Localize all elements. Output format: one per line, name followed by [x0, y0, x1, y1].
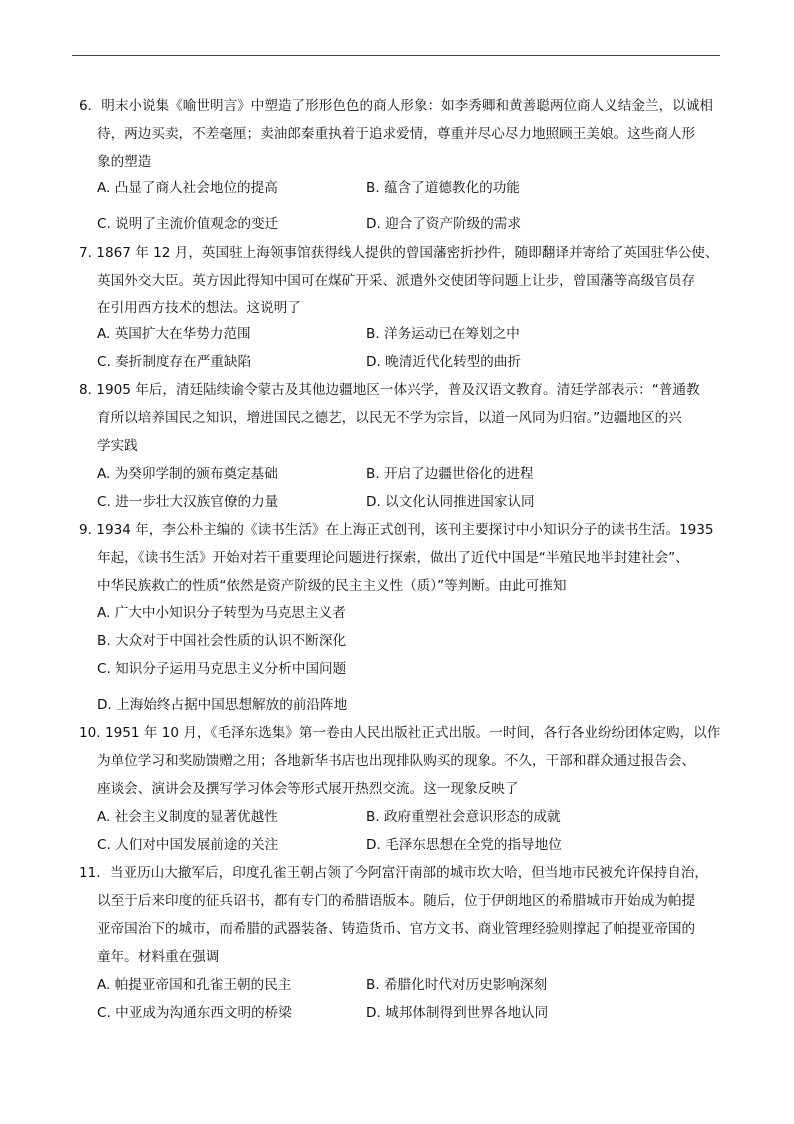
question-text-line: 8. 1905 年后，清廷陆续谕令蒙古及其他边疆地区一体兴学，普及汉语文教育。清廷学部表示：“普通教 [79, 382, 700, 398]
question-text-line: 座谈会、演讲会及撰写学习体会等形式展开热烈交流。这一现象反映了 [97, 781, 519, 797]
option-a[interactable]: A. 帕提亚帝国和孔雀王朝的民主 [97, 977, 292, 993]
option-b[interactable]: B. 希腊化时代对历史影响深刻 [366, 977, 548, 993]
option-b[interactable]: B. 政府重塑社会意识形态的成就 [366, 809, 561, 825]
question-text-line: 待，两边买卖，不差毫厘；卖油郎秦重执着于追求爱情，尊重并尽心尽力地照顾王美娘。这些商人形 [97, 126, 696, 142]
question-text-line: 英国外交大臣。英方因此得知中国可在煤矿开采、派遣外交使团等问题上让步，曾国藩等高级官员存 [97, 273, 696, 289]
option-a[interactable]: A. 广大中小知识分子转型为马克思主义者 [97, 605, 346, 621]
option-c[interactable]: C. 奏折制度存在严重缺陷 [97, 354, 252, 370]
question-text-line: 10. 1951 年 10 月，《毛泽东选集》第一卷由人民出版社正式出版。一时间，各行各业纷纷团体定购，以作 [79, 725, 721, 741]
question-text-line: 学实践 [97, 438, 138, 454]
option-c[interactable]: C. 人们对中国发展前途的关注 [97, 837, 279, 853]
question-text-line: 9. 1934 年，李公朴主编的《读书生活》在上海正式创刊，该刊主要探讨中小知识分子的读书生活。1935 [79, 522, 714, 538]
option-d[interactable]: D. 上海始终占据中国思想解放的前沿阵地 [97, 697, 348, 713]
header-rule [72, 55, 720, 56]
question-text-line: 7. 1867 年 12 月，英国驻上海领事馆获得线人提供的曾国藩密折抄件，随即翻译并寄给了英国驻华公使、 [79, 245, 719, 261]
question-text-line: 亚帝国治下的城市，而希腊的武器装备、铸造货币、官方文书、商业管理经验则撑起了帕提亚帝国的 [97, 921, 696, 937]
option-d[interactable]: D. 毛泽东思想在全党的指导地位 [366, 837, 562, 853]
question-text-line: 在引用西方技术的想法。这说明了 [97, 300, 301, 316]
question-text-line: 6．明末小说集《喻世明言》中塑造了形形色色的商人形象：如李秀卿和黄善聪两位商人义结金兰，以诚相 [79, 98, 713, 114]
question-text-line: 象的塑造 [97, 154, 152, 170]
question-text-line: 年起，《读书生活》开始对若干重要理论问题进行探索，做出了近代中国是“半殖民地半封建社会”、 [97, 550, 689, 566]
option-c[interactable]: C. 知识分子运用马克思主义分析中国问题 [97, 661, 347, 677]
option-d[interactable]: D. 以文化认同推进国家认同 [366, 494, 535, 510]
option-b[interactable]: B. 洋务运动已在筹划之中 [366, 326, 520, 342]
option-c[interactable]: C. 中亚成为沟通东西文明的桥梁 [97, 1005, 292, 1021]
option-a[interactable]: A. 社会主义制度的显著优越性 [97, 809, 278, 825]
option-c[interactable]: C. 说明了主流价值观念的变迁 [97, 216, 279, 232]
question-text-line: 11．当亚历山大撤军后，印度孔雀王朝占领了今阿富汗南部的城市坎大哈，但当地市民被允许保持自治， [79, 865, 709, 881]
option-a[interactable]: A. 英国扩大在华势力范围 [97, 326, 251, 342]
question-text-line: 以至于后来印度的征兵诏书，都有专门的希腊语版本。随后，位于伊朗地区的希腊城市开始成为帕提 [97, 893, 696, 909]
option-b[interactable]: B. 蕴含了道德教化的功能 [366, 180, 520, 196]
option-d[interactable]: D. 晚清近代化转型的曲折 [366, 354, 522, 370]
option-d[interactable]: D. 迎合了资产阶级的需求 [366, 216, 522, 232]
question-text-line: 育所以培养国民之知识，增进国民之德艺，以民无不学为宗旨，以道一风同为归宿。”边疆地区的兴 [97, 410, 682, 426]
question-text-line: 童年。材料重在强调 [97, 949, 220, 965]
option-c[interactable]: C. 进一步壮大汉族官僚的力量 [97, 494, 279, 510]
option-b[interactable]: B. 开启了边疆世俗化的进程 [366, 466, 534, 482]
option-a[interactable]: A. 为癸卯学制的颁布奠定基础 [97, 466, 278, 482]
option-a[interactable]: A. 凸显了商人社会地位的提高 [97, 180, 278, 196]
question-text-line: 为单位学习和奖励馈赠之用；各地新华书店也出现排队购买的现象。不久，干部和群众通过报告会、 [97, 753, 696, 769]
question-text-line: 中华民族救亡的性质“依然是资产阶级的民主主义性（质）”等判断。由此可推知 [97, 578, 567, 594]
option-b[interactable]: B. 大众对于中国社会性质的认识不断深化 [97, 633, 347, 649]
option-d[interactable]: D. 城邦体制得到世界各地认同 [366, 1005, 549, 1021]
